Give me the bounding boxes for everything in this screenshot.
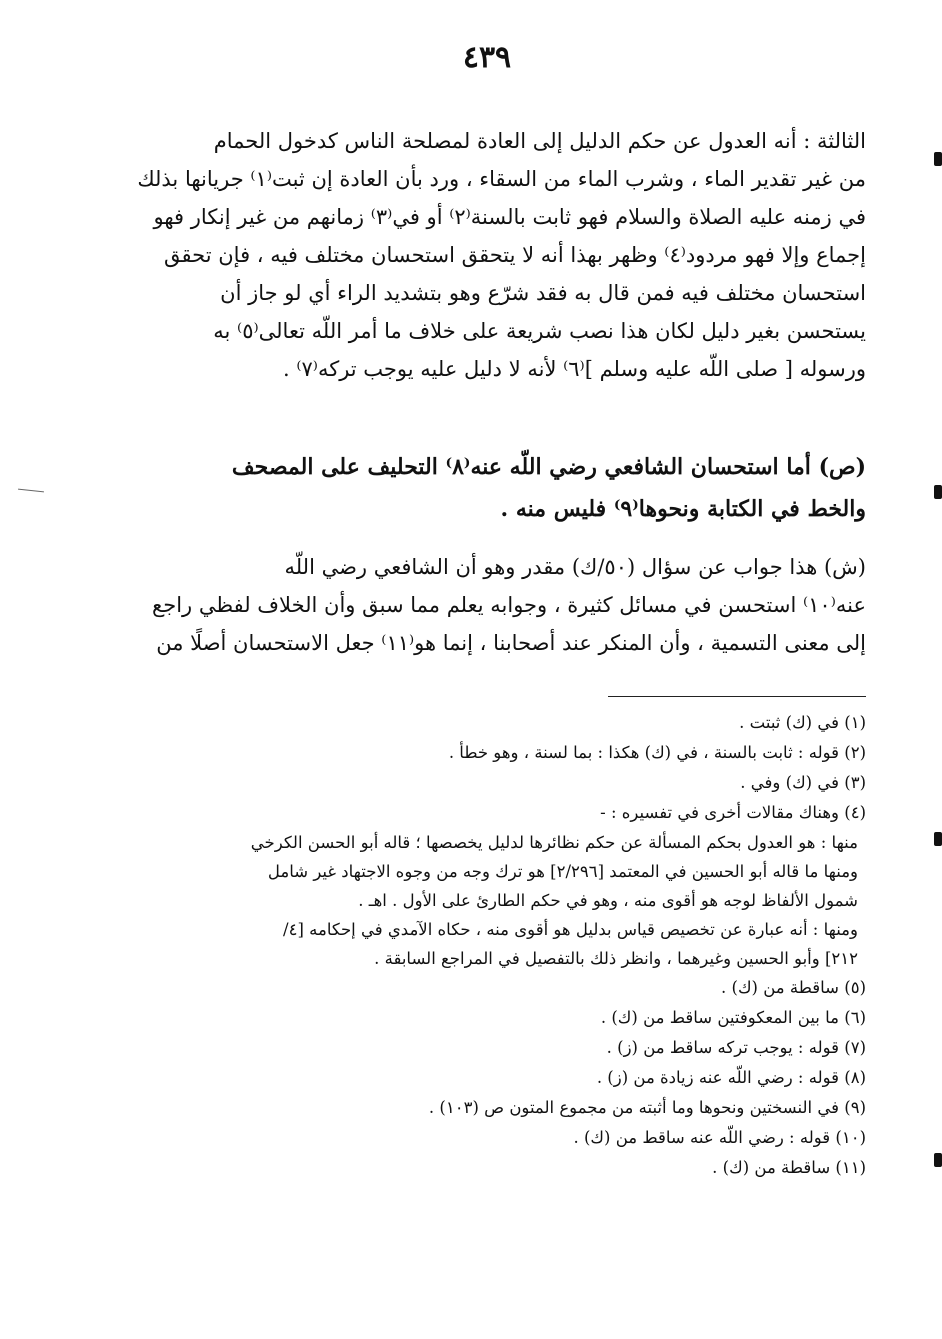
footnote-6: (٦) ما بين المعكوفتين ساقط من (ك) .	[600, 1008, 866, 1027]
text-line: عنه⁽١٠⁾ استحسن في مسائل كثيرة ، وجوابه يعلم مما سبق وأن الخلاف لفظي راجع	[152, 593, 866, 617]
footnote-8: (٨) قوله : رضي اللّه عنه زيادة من (ز) .	[596, 1068, 866, 1087]
book-page	[108, 0, 866, 1339]
footnote-7: (٧) قوله : يوجب تركه ساقط من (ز) .	[606, 1038, 866, 1057]
scan-artifact	[18, 489, 44, 493]
binding-mark	[934, 1153, 942, 1167]
footnote-1: (١) في (ك) ثبتت .	[739, 713, 866, 732]
footnote-4-line: ومنها ما قاله أبو الحسين في المعتمد [٢/٢٩٦] هو ترك وجه من وجوه الاجتهاد غير شامل	[267, 862, 858, 881]
footnote-separator	[608, 696, 866, 697]
paragraph-matn	[108, 446, 866, 530]
footnote-3: (٣) في (ك) وفي .	[740, 773, 866, 792]
footnote-9: (٩) في النسختين ونحوها وما أثبته من مجموع المتون ص (١٠٣) .	[428, 1098, 866, 1117]
text-line: من غير تقدير الماء ، وشرب الماء من السقاء ، ورد بأن العادة إن ثبت⁽١⁾ جريانها بذلك	[137, 167, 866, 191]
binding-mark	[934, 832, 942, 846]
footnotes	[108, 708, 866, 1183]
footnote-10: (١٠) قوله : رضي اللّه عنه ساقط من (ك) .	[573, 1128, 866, 1147]
binding-mark	[934, 152, 942, 166]
page-number: ٤٣٩	[462, 40, 512, 75]
paragraph-third-definition	[108, 122, 866, 388]
footnote-2: (٢) قوله : ثابت بالسنة ، في (ك) هكذا : بما لسنة ، وهو خطأ .	[448, 743, 866, 762]
text-line: والخط في الكتابة ونحوها⁽٩⁾ فليس منه .	[500, 496, 866, 522]
text-line: إلى معنى التسمية ، وأن المنكر عند أصحابنا ، إنما هو⁽١١⁾ جعل الاستحسان أصلًا من	[156, 631, 866, 655]
footnote-5: (٥) ساقطة من (ك) .	[721, 978, 866, 997]
text-line: الثالثة : أنه العدول عن حكم الدليل إلى العادة لمصلحة الناس كدخول الحمام	[213, 129, 866, 153]
text-line: (ص) أما استحسان الشافعي رضي اللّه عنه⁽٨⁾ التحليف على المصحف	[231, 454, 866, 480]
paragraph-sharh	[108, 548, 866, 662]
footnote-4-line: ٢١٢] وأبو الحسين وغيرهما ، وانظر ذلك بالتفصيل في المراجع السابقة .	[374, 949, 858, 968]
footnote-11: (١١) ساقطة من (ك) .	[712, 1158, 866, 1177]
footnote-4-line: شمول الألفاظ لوجه هو أقوى منه ، وهو في حكم الطارئ على الأول . اهـ .	[358, 891, 858, 910]
text-line: يستحسن بغير دليل لكان هذا نصب شريعة على خلاف ما أمر اللّه تعالى⁽٥⁾ به	[213, 319, 866, 343]
text-line: استحسان مختلف فيه فمن قال به فقد شرّع وهو بتشديد الراء أي لو جاز أن	[220, 281, 866, 305]
footnote-4-line: ومنها : أنه عبارة عن تخصيص قياس بدليل هو أقوى منه ، حكاه الآمدي في إحكامه [٤/	[283, 920, 858, 939]
footnote-4-line: منها : هو العدول بحكم المسألة عن حكم نظائرها لدليل يخصصها ؛ قاله أبو الحسن الكرخي	[250, 833, 858, 852]
binding-mark	[934, 485, 942, 499]
text-line: ورسوله [ صلى اللّه عليه وسلم ]⁽٦⁾ لأنه لا دليل عليه يوجب تركه⁽٧⁾ .	[282, 357, 866, 381]
text-line: (ش) هذا جواب عن سؤال (٥٠/ك) مقدر وهو أن الشافعي رضي اللّه	[284, 555, 866, 579]
text-line: في زمنه عليه الصلاة والسلام فهو ثابت بالسنة⁽٢⁾ أو في⁽٣⁾ زمانهم من غير إنكار فهو	[153, 205, 866, 229]
footnote-4: (٤) وهناك مقالات أخرى في تفسيره : -	[600, 803, 866, 822]
text-line: إجماع وإلا فهو مردود⁽٤⁾ وظهر بهذا أنه لا يتحقق استحسان مختلف فيه ، فإن تحقق	[164, 243, 866, 267]
